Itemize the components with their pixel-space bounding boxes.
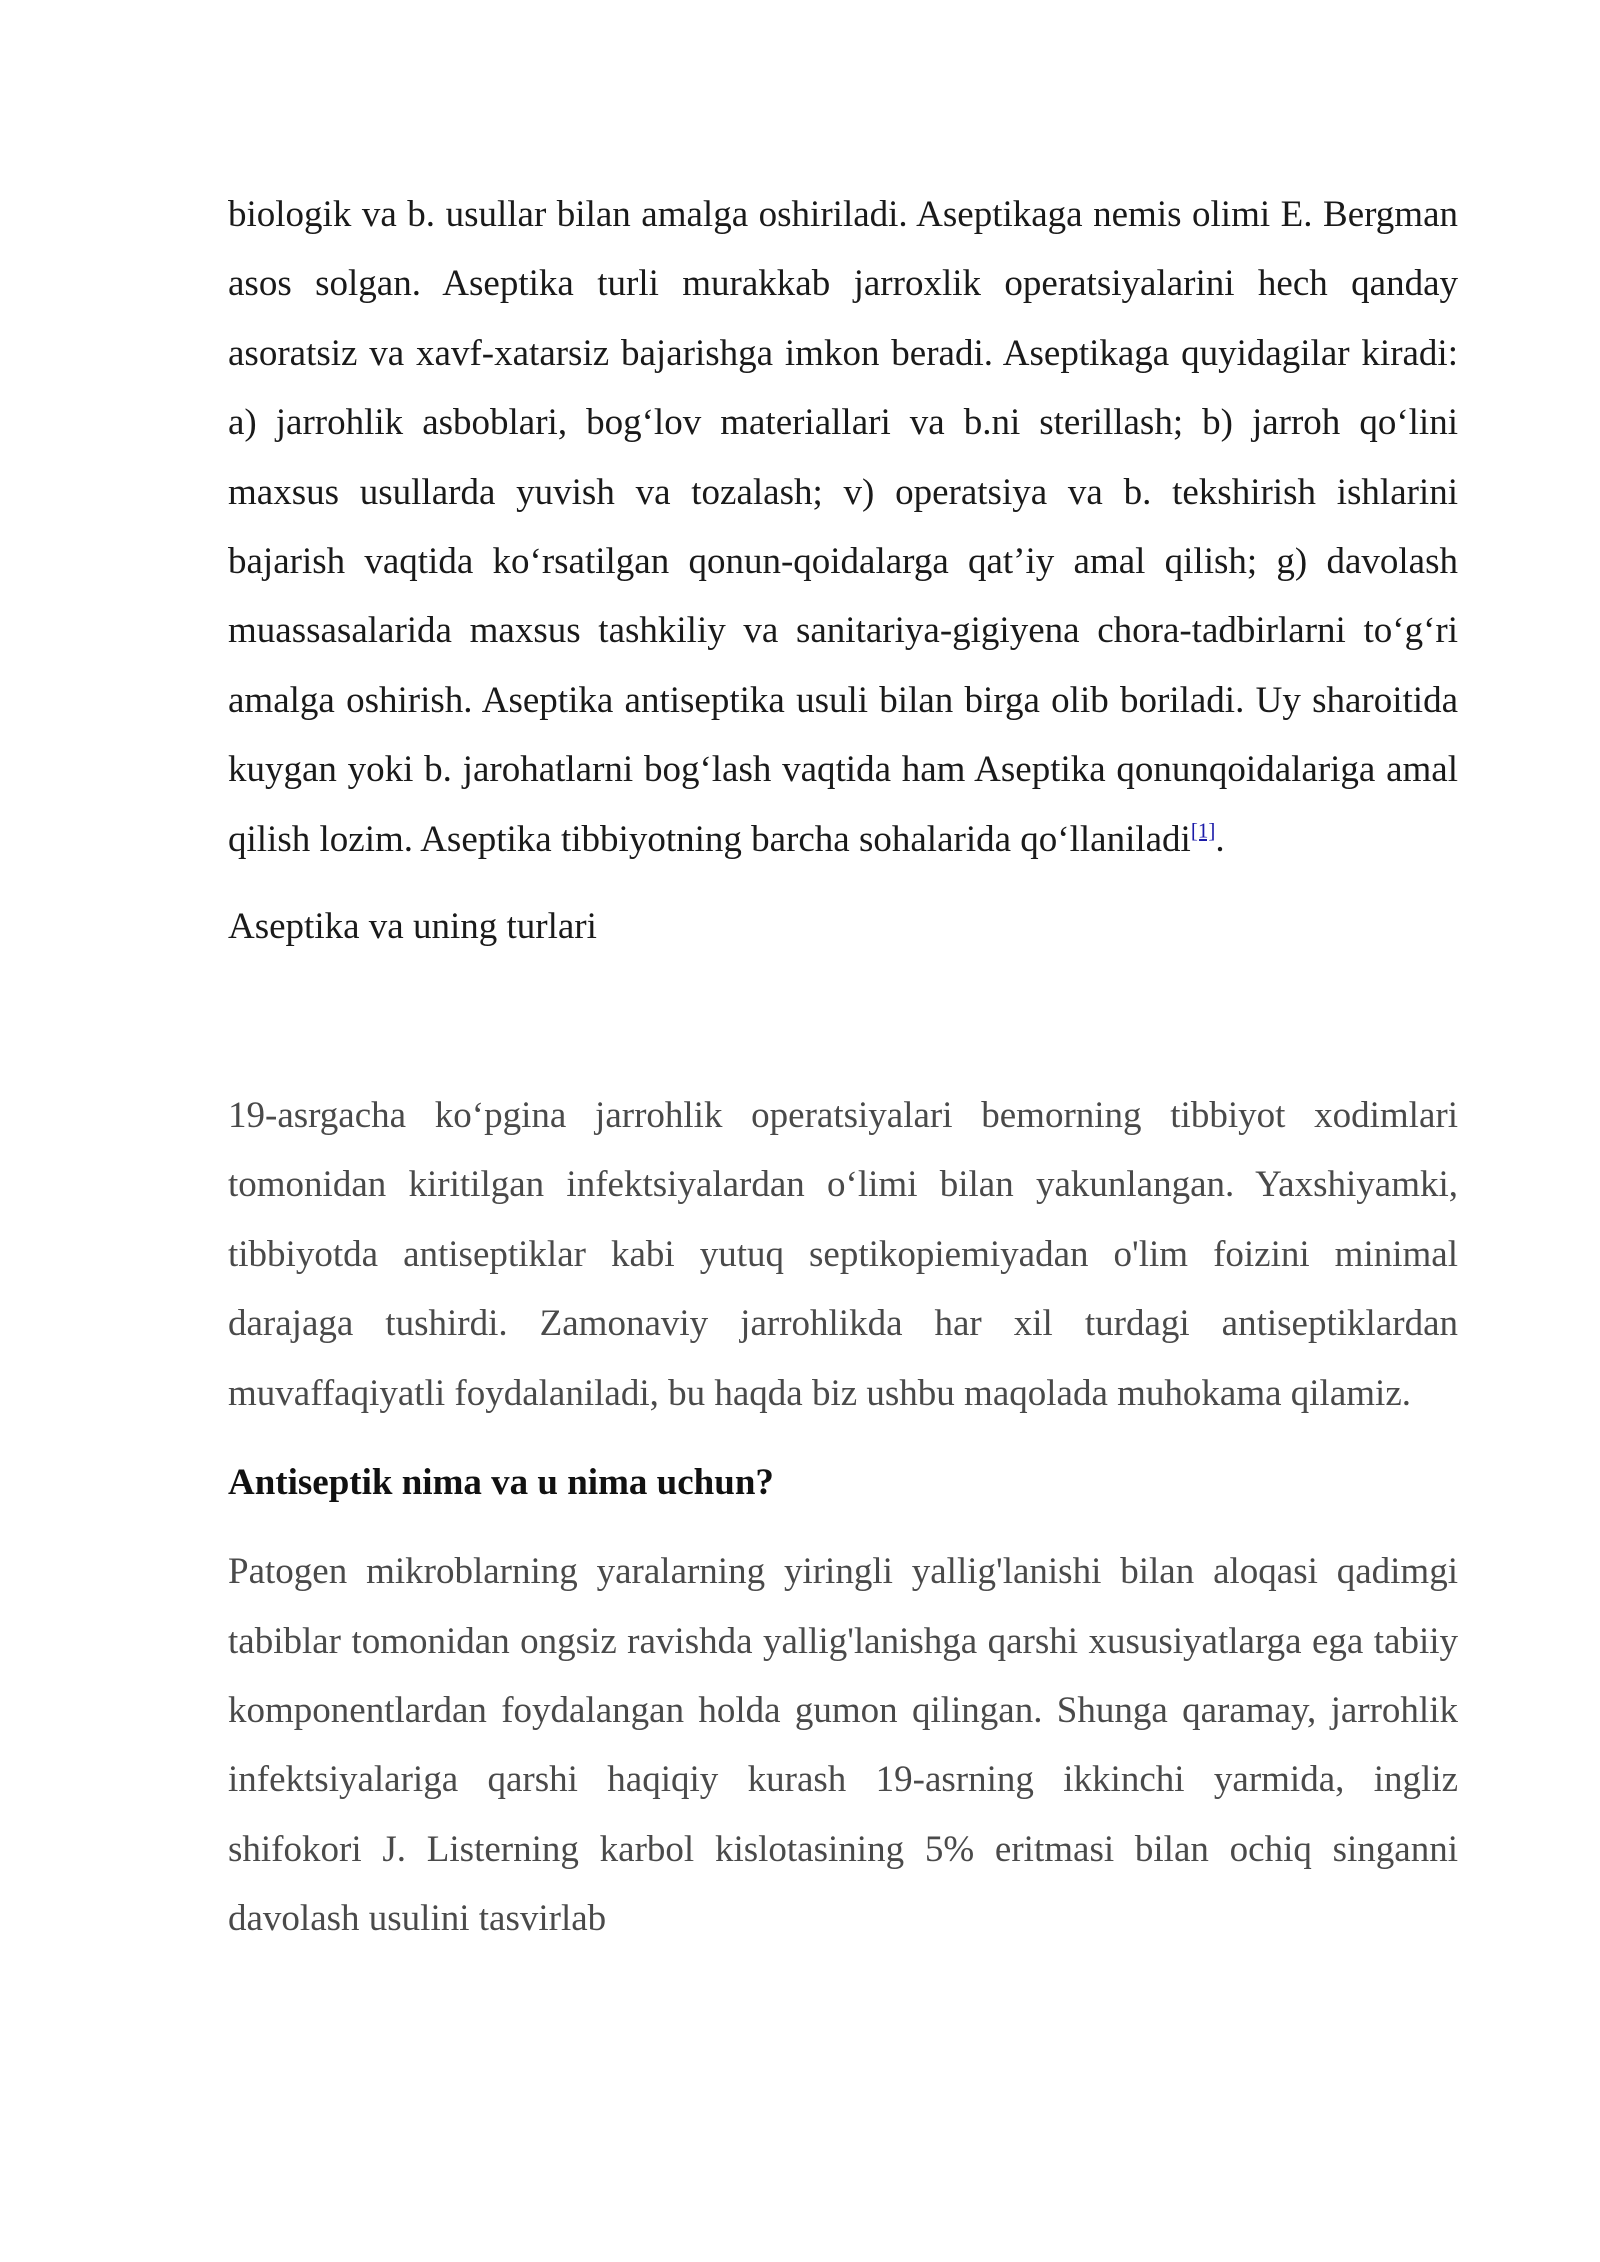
section-heading-antiseptik: Antiseptik nima va u nima uchun? [228,1462,774,1504]
paragraph-aseptika-intro [228,180,1458,874]
document-page [228,180,1458,1954]
footnote-link[interactable]: [1] [1190,818,1216,843]
paragraph-patogen: Patogen mikroblarning yaralarning yiringli yallig'lanishi bilan aloqasi qadimgi tabiblar tomonidan ongsiz ravishda yallig'lanishga qarshi xususiyatlarga ega tabiiy komponentlardan foydalangan holda gumon qilingan. Shunga qaramay, jarrohlik infektsiyalariga qarshi haqiqiy kurash 19-asrning ikkinchi yarmida, ingliz shifokori J. Listerning karbol kislotasining 5% eritmasi bilan ochiq singanni davolash usulini tasvirlab [228,1551,1458,1940]
paragraph-text: biologik va b. usullar bilan amalga oshiriladi. Aseptikaga nemis olimi E. Bergman asos solgan. Aseptika turli murakkab jarroxlik operatsiyalarini hech qanday asoratsiz va xavf-xatarsiz bajarishga imkon beradi. Aseptikaga quyidagilar kiradi: a) jarrohlik asboblari, bog‘lov materiallari va b.ni sterillash; b) jarroh qo‘lini maxsus usullarda yuvish va tozalash; v) operatsiya va b. tekshirish ishlarini bajarish vaqtida ko‘rsatilgan qonun-qoidalarga qat’iy amal qilish; g) davolash muassasalarida maxsus tashkiliy va sanitariya-gigiyena chora-tadbirlarni to‘g‘ri amalga oshirish. Aseptika antiseptika usuli bilan birga olib boriladi. Uy sharoitida kuygan yoki b. jarohatlarni bog‘lash vaqtida ham Aseptika qonunqoidalariga amal qilish lozim. Aseptika tibbiyotning barcha sohalarida qo‘llaniladi [228,194,1458,860]
section-heading-aseptika-turlari: Aseptika va uning turlari [228,906,597,948]
paragraph-history: 19-asrgacha ko‘pgina jarrohlik operatsiyalari bemorning tibbiyot xodimlari tomonidan kiritilgan infektsiyalardan o‘limi bilan yakunlangan. Yaxshiyamki, tibbiyotda antiseptiklar kabi yutuq septikopiemiyadan o'lim foizini minimal darajaga tushirdi. Zamonaviy jarrohlikda har xil turdagi antiseptiklardan muvaffaqiyatli foydalaniladi, bu haqda biz ushbu maqolada muhokama qilamiz. [228,1095,1458,1414]
paragraph-end-punct: . [1215,818,1225,860]
